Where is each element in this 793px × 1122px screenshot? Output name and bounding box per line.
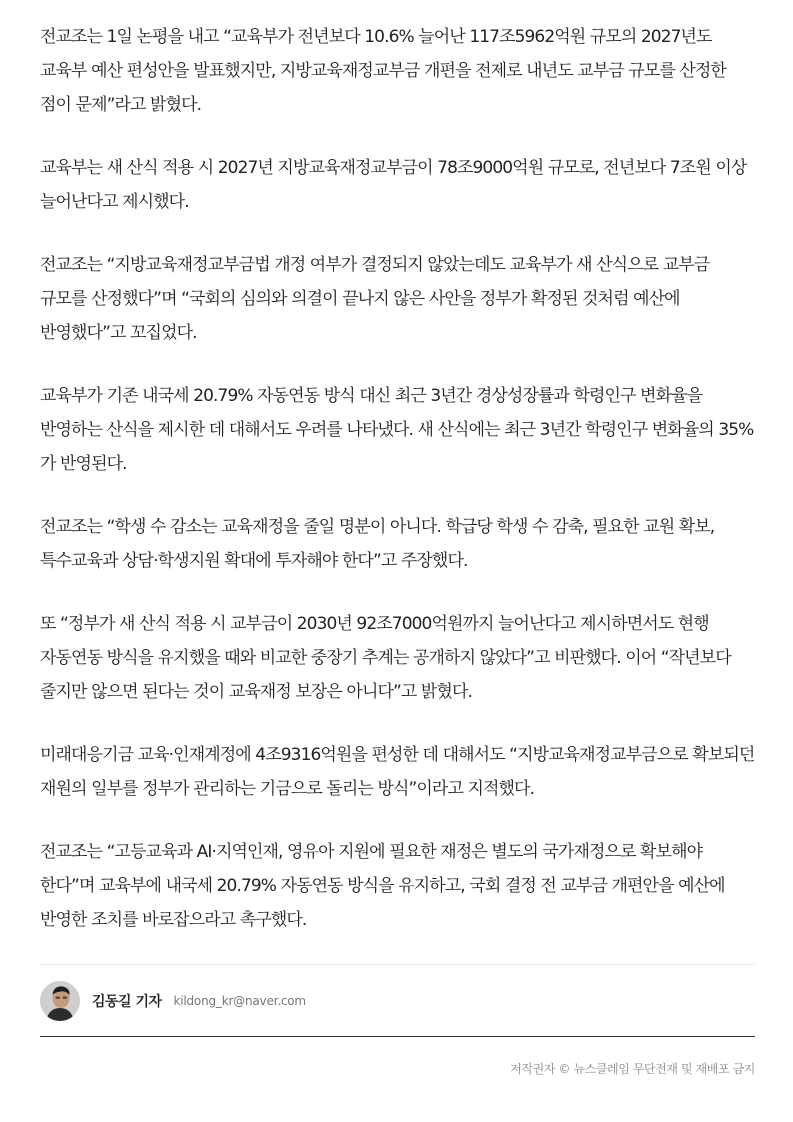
article-paragraph: 전교조는 “고등교육과 AI·지역인재, 영유아 지원에 필요한 재정은 별도의 국가재정으로 확보해야 한다”며 교육부에 내국세 20.79% 자동연동 방식을 유지하고, 국회 결정 전 교부금 개편안을 예산에 반영한 조치를 바로잡으라고 촉구했다. — [40, 842, 725, 930]
copyright-notice: 저작권자 © 뉴스클레임 무단전재 및 재배포 금지 — [510, 1062, 755, 1076]
article-paragraph: 전교조는 1일 논평을 내고 “교육부가 전년보다 10.6% 늘어난 117조5962억원 규모의 2027년도 교육부 예산 편성안을 발표했지만, 지방교육재정교부금 개편을 전제로 내년도 교부금 규모를 산정한 점이 문제”라고 밝혔다. — [40, 27, 726, 115]
article-paragraph: 전교조는 “지방교육재정교부금법 개정 여부가 결정되지 않았는데도 교육부가 새 산식으로 교부금 규모를 산정했다”며 “국회의 심의와 의결이 끝나지 않은 사안을 정부가 확정된 것처럼 예산에 반영했다”고 꼬집었다. — [40, 255, 710, 343]
byline — [40, 980, 306, 1022]
footer-divider — [40, 1036, 755, 1037]
article-paragraph: 또 “정부가 새 산식 적용 시 교부금이 2030년 92조7000억원까지 늘어난다고 제시하면서도 현행 자동연동 방식을 유지했을 때와 비교한 중장기 추계는 공개하지 않았다”고 비판했다. 이어 “작년보다 줄지만 않으면 된다는 것이 교육재정 보장은 아니다”고 밝혔다. — [40, 614, 731, 702]
article-body — [40, 20, 755, 966]
article-paragraph: 전교조는 “학생 수 감소는 교육재정을 줄일 명분이 아니다. 학급당 학생 수 감축, 필요한 교원 확보, 특수교육과 상담·학생지원 확대에 투자해야 한다”고 주장했다. — [40, 517, 715, 571]
byline-top-divider — [40, 964, 755, 965]
article-paragraph: 교육부는 새 산식 적용 시 2027년 지방교육재정교부금이 78조9000억원 규모로, 전년보다 7조원 이상 늘어난다고 제시했다. — [40, 158, 747, 212]
reporter-email[interactable]: kildong_kr@naver.com — [173, 994, 306, 1008]
reporter-name[interactable]: 김동길 기자 — [92, 994, 162, 1010]
article-paragraph: 미래대응기금 교육·인재계정에 4조9316억원을 편성한 데 대해서도 “지방교육재정교부금으로 확보되던 재원의 일부를 정부가 관리하는 기금으로 돌리는 방식”이라고 지적했다. — [40, 745, 755, 799]
article-paragraph: 교육부가 기존 내국세 20.79% 자동연동 방식 대신 최근 3년간 경상성장률과 학령인구 변화율을 반영하는 산식을 제시한 데 대해서도 우려를 나타냈다. 새 산식에는 최근 3년간 학령인구 변화율의 35%가 반영된다. — [40, 386, 754, 474]
reporter-photo-icon[interactable] — [40, 981, 80, 1021]
